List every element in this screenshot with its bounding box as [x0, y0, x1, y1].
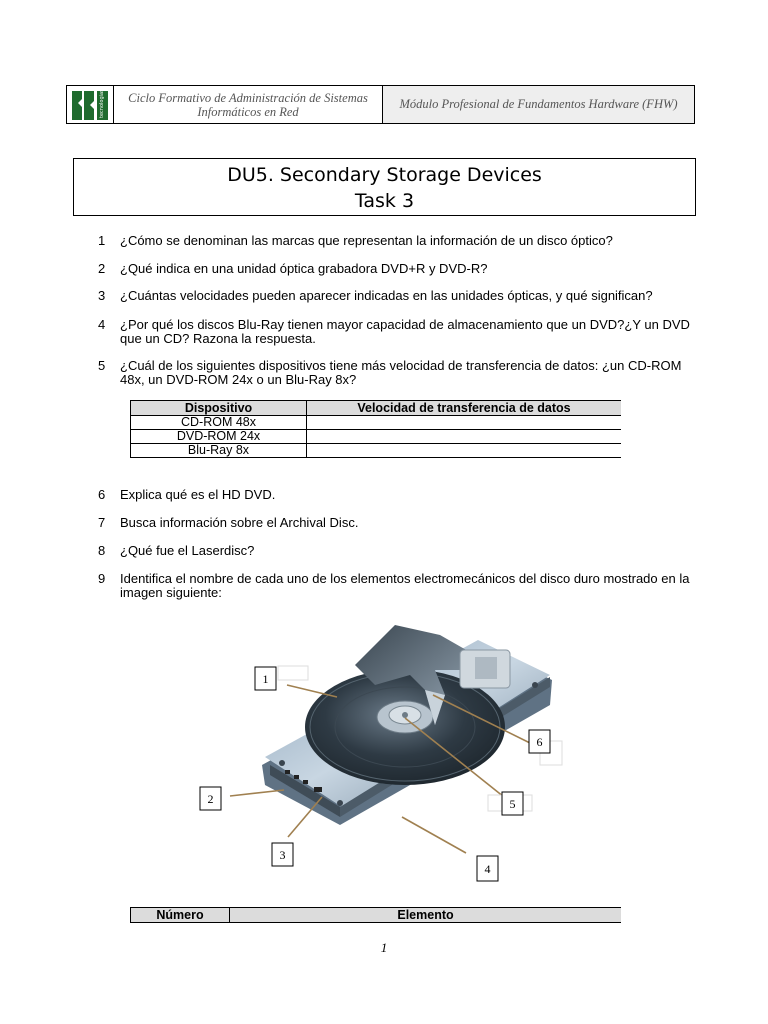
label-box-6	[529, 730, 562, 765]
table-cell[interactable]	[307, 430, 622, 444]
question-text: ¿Cómo se denominan las marcas que representan la información de un disco óptico?	[120, 233, 613, 248]
question-text: ¿Qué fue el Laserdisc?	[120, 543, 255, 558]
leader-line-4	[402, 817, 466, 853]
question-number: 1	[98, 233, 106, 248]
title-line2: Task 3	[354, 190, 415, 212]
table-cell: DVD-ROM 24x	[131, 430, 307, 444]
label-box-4	[477, 856, 498, 881]
question-text: Explica qué es el HD DVD.	[120, 487, 276, 502]
question-text: Identifica el nombre de cada uno de los elementos electromecánicos del disco duro mostrado en la imagen siguiente:	[120, 571, 690, 600]
question-7	[98, 516, 698, 530]
column-header: Dispositivo	[131, 401, 307, 416]
label-box-3	[272, 843, 293, 866]
title-line1: DU5. Secondary Storage Devices	[227, 164, 542, 186]
table-cell[interactable]	[307, 416, 622, 430]
question-9	[98, 572, 698, 600]
column-header: Número	[131, 908, 230, 923]
label-number: 1	[262, 672, 269, 686]
table-cell: Blu-Ray 8x	[131, 444, 307, 458]
table-cell: CD-ROM 48x	[131, 416, 307, 430]
table-row	[131, 430, 622, 444]
question-number: 3	[98, 288, 106, 303]
institution-logo	[67, 86, 114, 123]
question-number: 8	[98, 543, 106, 558]
question-number: 4	[98, 317, 106, 332]
question-number: 6	[98, 487, 106, 502]
document-header	[66, 85, 695, 124]
question-number: 7	[98, 515, 106, 530]
column-header: Elemento	[230, 908, 622, 923]
question-number: 9	[98, 571, 106, 586]
label-box-1	[255, 666, 308, 690]
question-number: 5	[98, 358, 106, 373]
hard-disk-diagram	[190, 615, 570, 890]
question-6	[98, 488, 698, 502]
table-header-row	[131, 401, 622, 416]
question-5	[98, 359, 698, 387]
question-text: ¿Qué indica en una unidad óptica grabadora DVD+R y DVD-R?	[120, 261, 488, 276]
question-number: 2	[98, 261, 106, 276]
table-row	[131, 416, 622, 430]
label-number: 2	[207, 792, 214, 806]
label-number: 4	[484, 862, 491, 876]
speed-table	[130, 400, 621, 458]
module-title: Módulo Profesional de Fundamentos Hardware (FHW)	[383, 86, 694, 123]
label-number: 3	[279, 848, 286, 862]
question-text: ¿Por qué los discos Blu-Ray tienen mayor capacidad de almacenamiento que un DVD?¿Y un DVD que un CD? Razona la respuesta.	[120, 317, 690, 346]
question-8	[98, 544, 698, 558]
label-number: 5	[509, 797, 516, 811]
question-text: ¿Cuántas velocidades pueden aparecer indicadas en las unidades ópticas, y qué significan?	[120, 288, 653, 303]
question-2	[98, 262, 698, 276]
table-cell[interactable]	[307, 444, 622, 458]
leader-line-2	[230, 790, 284, 796]
label-number: 6	[536, 735, 543, 749]
question-4	[98, 318, 698, 346]
page-number: 1	[380, 940, 388, 955]
page-title	[73, 158, 696, 216]
question-text: ¿Cuál de los siguientes dispositivos tiene más velocidad de transferencia de datos: ¿un CD-ROM 48x, un DVD-ROM 24x o un Blu-Ray 8x?	[120, 358, 682, 387]
column-header: Velocidad de transferencia de datos	[307, 401, 622, 416]
element-table	[130, 907, 621, 923]
question-1	[98, 234, 698, 248]
cycle-line1: Ciclo Formativo de Administración de Sistemas	[128, 90, 368, 105]
question-text: Busca información sobre el Archival Disc.	[120, 515, 359, 530]
label-box-2	[200, 787, 221, 810]
cycle-title	[114, 86, 383, 123]
question-3	[98, 289, 698, 303]
cycle-line2: Informáticos en Red	[197, 104, 299, 119]
table-row	[131, 444, 622, 458]
table-header-row	[131, 908, 622, 923]
label-box-5	[488, 792, 532, 815]
svg-text:tecnologias: tecnologias	[99, 89, 105, 118]
